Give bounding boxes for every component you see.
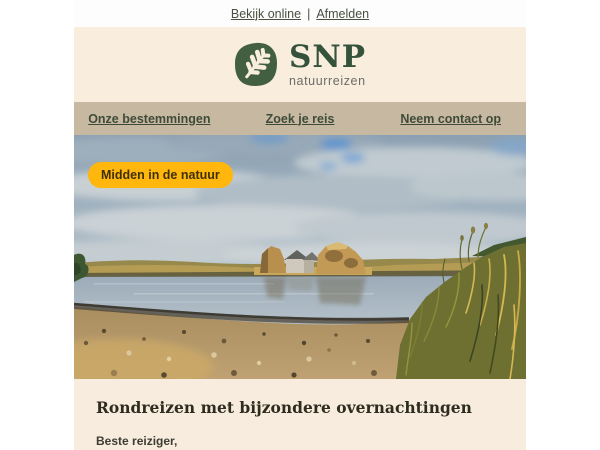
greeting-text: Beste reiziger, [96,434,178,448]
brand-subtitle: natuurreizen [288,73,366,88]
view-online-link[interactable]: Bekijk online [230,6,302,21]
brand-name: SNP [288,38,367,75]
hero [74,135,526,379]
nav-item-contact[interactable]: Neem contact op [400,111,502,126]
nav-item-zoek-je-reis[interactable]: Zoek je reis [265,111,335,126]
oak-leaf-icon [234,42,278,87]
content-section [74,379,526,450]
nav-item-bestemmingen[interactable]: Onze bestemmingen [88,111,211,126]
logo-section [74,27,526,102]
content-heading: Rondreizen met bijzondere overnachtingen [96,398,472,417]
unsubscribe-link[interactable]: Afmelden [316,6,370,21]
topbar [74,0,526,27]
logo-text [288,38,367,88]
logo[interactable] [234,38,367,88]
email-body [74,0,526,450]
hero-badge: Midden in de natuur [88,162,233,188]
link-separator: | [307,6,311,21]
nav-bar [74,102,526,135]
